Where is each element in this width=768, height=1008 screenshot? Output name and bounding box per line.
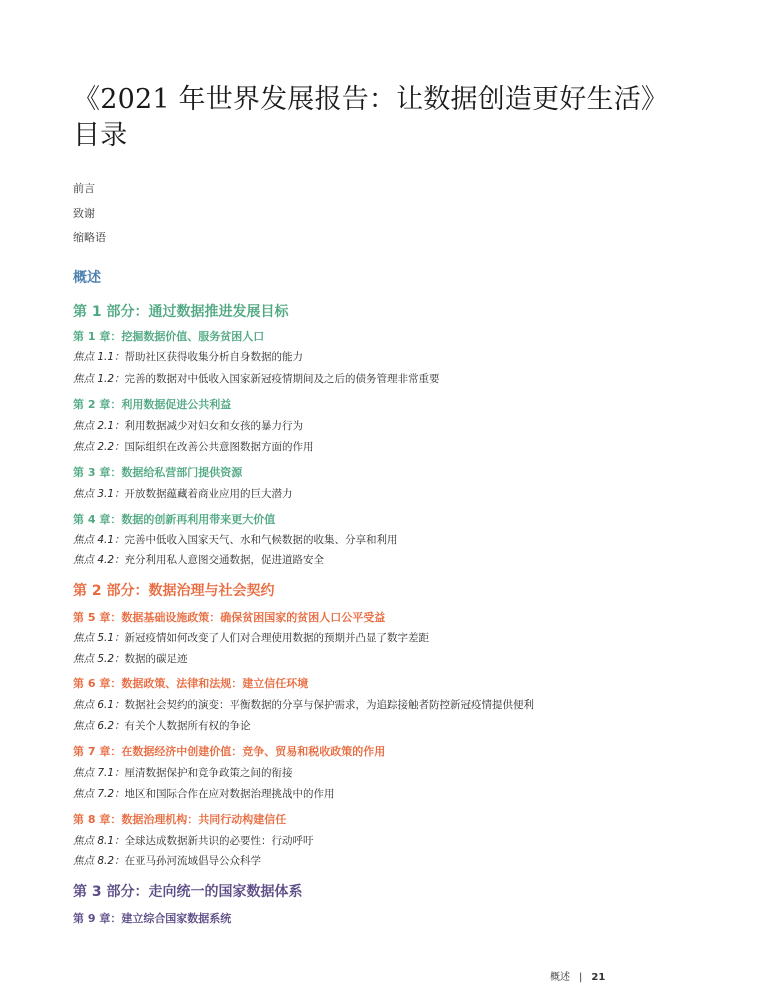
focus-2-1: 焦点 2.1：利用数据减少对妇女和女孩的暴力行为: [73, 420, 304, 432]
front-preface: 前言: [73, 182, 95, 195]
page-footer: [550, 968, 605, 983]
front-acknowledgements: 致谢: [73, 207, 95, 220]
focus-8-2: 焦点 8.2：在亚马孙河流域倡导公众科学: [73, 855, 262, 867]
page-title: [73, 82, 668, 154]
chapter-3-heading: 第 3 章：数据给私营部门提供资源: [73, 466, 243, 479]
focus-3-1: 焦点 3.1：开放数据蕴藏着商业应用的巨大潜力: [73, 488, 293, 500]
part-3-heading: 第 3 部分：走向统一的国家数据体系: [73, 884, 303, 900]
focus-1-1: 焦点 1.1：帮助社区获得收集分析自身数据的能力: [73, 351, 304, 363]
part-1-heading: 第 1 部分：通过数据推进发展目标: [73, 304, 289, 320]
page-number: 21: [591, 972, 606, 983]
focus-8-1: 焦点 8.1：全球达成数据新共识的必要性：行动呼吁: [73, 835, 314, 847]
chapter-9-heading: 第 9 章：建立综合国家数据系统: [73, 912, 232, 925]
footer-section: 概述: [550, 972, 570, 983]
focus-4-2: 焦点 4.2：充分利用私人意图交通数据，促进道路安全: [73, 554, 325, 566]
front-abbreviations: 缩略语: [73, 231, 106, 244]
chapter-8-heading: 第 8 章：数据治理机构：共同行动构建信任: [73, 813, 287, 826]
focus-2-2: 焦点 2.2：国际组织在改善公共意图数据方面的作用: [73, 441, 314, 453]
title-line-1: 《2021 年世界发展报告：让数据创造更好生活》: [73, 84, 669, 115]
focus-7-1: 焦点 7.1：厘清数据保护和竞争政策之间的衔接: [73, 767, 293, 779]
footer-separator: |: [579, 972, 583, 983]
chapter-1-heading: 第 1 章：挖掘数据价值、服务贫困人口: [73, 330, 265, 343]
focus-6-1: 焦点 6.1：数据社会契约的演变：平衡数据的分享与保护需求，为追踪接触者防控新冠疫情提供便利: [73, 699, 535, 711]
chapter-4-heading: 第 4 章：数据的创新再利用带来更大价值: [73, 513, 276, 526]
overview-heading: 概述: [73, 270, 101, 286]
focus-1-2: 焦点 1.2：完善的数据对中低收入国家新冠疫情期间及之后的债务管理非常重要: [73, 373, 440, 385]
focus-5-2: 焦点 5.2：数据的碳足迹: [73, 653, 188, 665]
focus-5-1: 焦点 5.1：新冠疫情如何改变了人们对合理使用数据的预期并凸显了数字差距: [73, 632, 430, 644]
chapter-5-heading: 第 5 章：数据基础设施政策：确保贫困国家的贫困人口公平受益: [73, 611, 386, 624]
part-2-heading: 第 2 部分：数据治理与社会契约: [73, 583, 275, 599]
focus-7-2: 焦点 7.2：地区和国际合作在应对数据治理挑战中的作用: [73, 788, 335, 800]
title-line-2: 目录: [73, 120, 128, 151]
focus-6-2: 焦点 6.2：有关个人数据所有权的争论: [73, 720, 251, 732]
chapter-2-heading: 第 2 章：利用数据促进公共利益: [73, 398, 232, 411]
chapter-7-heading: 第 7 章：在数据经济中创建价值：竞争、贸易和税收政策的作用: [73, 745, 386, 758]
chapter-6-heading: 第 6 章：数据政策、法律和法规：建立信任环境: [73, 677, 309, 690]
focus-4-1: 焦点 4.1：完善中低收入国家天气、水和气候数据的收集、分享和利用: [73, 534, 398, 546]
